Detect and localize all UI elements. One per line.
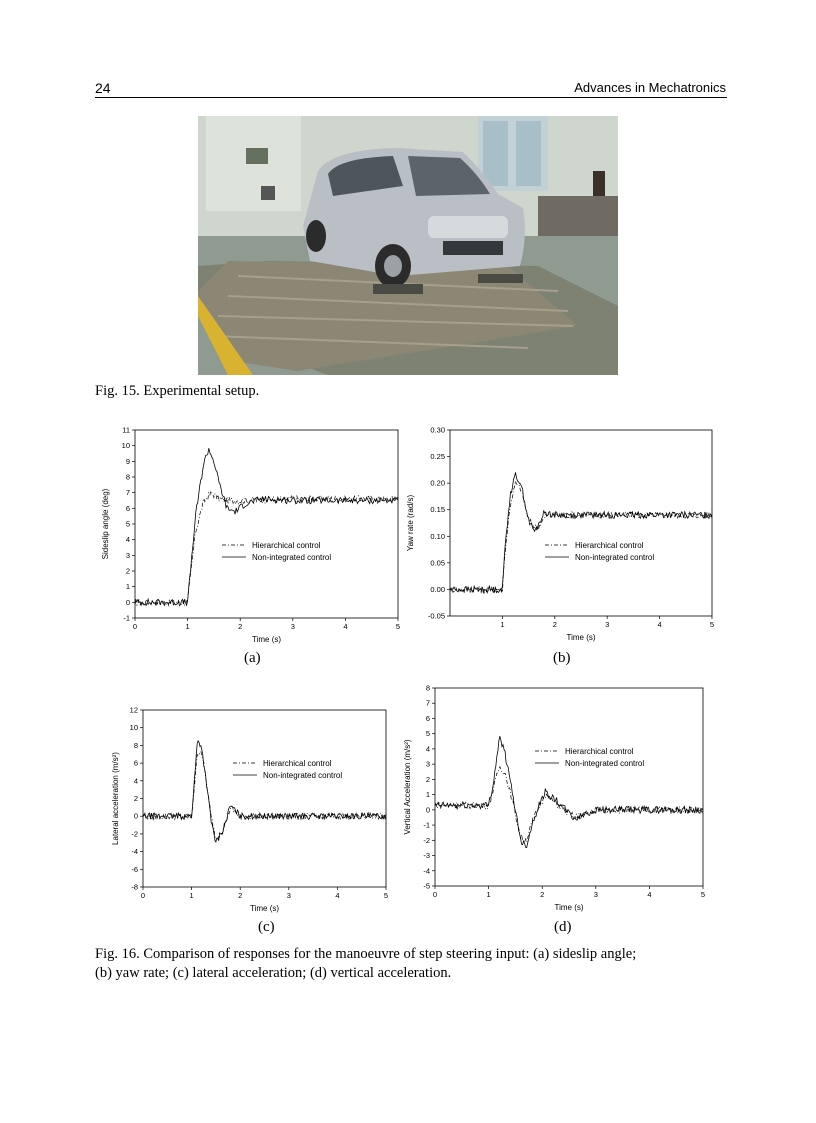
page-number: 24 (95, 80, 111, 96)
y-tick-label: 0.10 (430, 531, 445, 541)
y-tick-label: 0.25 (430, 452, 445, 462)
y-tick-label: 10 (121, 441, 130, 451)
x-tick-label: 2 (238, 891, 243, 900)
y-tick-label: 0.05 (430, 558, 445, 568)
x-axis-label: Time (s) (566, 633, 596, 642)
x-tick-label: 5 (383, 891, 389, 900)
x-tick-label: 3 (290, 622, 295, 631)
x-tick-label: 0 (132, 622, 138, 631)
y-axis-label: Yaw rate (rad/s) (406, 494, 415, 552)
y-tick-label: 6 (133, 758, 138, 768)
series-line-non-integrated (143, 741, 386, 842)
x-tick-label: 3 (593, 890, 598, 899)
plot-frame (143, 710, 386, 887)
y-tick-label: 5 (425, 729, 430, 739)
x-tick-label: 1 (185, 622, 190, 631)
y-tick-label: 2 (133, 794, 138, 803)
legend-label: Non-integrated control (565, 759, 645, 768)
legend-label: Hierarchical control (575, 541, 644, 550)
x-axis-label: Time (s) (554, 903, 584, 912)
x-tick-label: 2 (540, 890, 545, 899)
y-tick-label: 7 (425, 698, 430, 708)
y-axis-label: Vertical Acceleration (m/s²) (403, 739, 412, 835)
y-tick-label: 0.00 (430, 584, 445, 594)
page-header (95, 80, 726, 98)
plot-frame (435, 688, 703, 886)
sublabel-c: (c) (258, 919, 275, 935)
experimental-setup-photo (198, 116, 618, 375)
x-tick-label: 4 (343, 622, 348, 631)
legend (545, 541, 654, 562)
legend (233, 759, 342, 780)
y-tick-label: -2 (423, 835, 430, 845)
y-tick-label: 8 (125, 472, 130, 482)
series-line-hierarchical (435, 767, 703, 843)
sublabel-b: (b) (553, 650, 571, 666)
y-tick-label: 0 (425, 805, 430, 815)
y-tick-label: 8 (133, 740, 138, 750)
header-rule (95, 97, 727, 98)
chart-panel-a (100, 420, 410, 650)
y-tick-label: -0.05 (427, 611, 445, 621)
plot-frame (450, 430, 712, 616)
y-tick-label: 0.20 (430, 478, 445, 488)
y-tick-label: -6 (131, 864, 138, 874)
x-tick-label: 2 (552, 620, 557, 629)
y-tick-label: 4 (125, 535, 130, 545)
y-tick-label: -5 (423, 881, 430, 891)
y-tick-label: -4 (131, 847, 138, 857)
y-tick-label: 0.30 (430, 425, 445, 435)
y-tick-label: 1 (425, 790, 430, 800)
y-tick-label: 1 (125, 582, 130, 592)
x-tick-label: 3 (605, 620, 610, 629)
x-tick-label: 0 (140, 891, 146, 900)
y-tick-label: 7 (125, 488, 130, 498)
chart-panel-c (110, 700, 400, 920)
x-tick-label: 4 (647, 890, 652, 899)
legend-label: Non-integrated control (263, 771, 343, 780)
sideslip-angle-chart (100, 420, 410, 650)
y-tick-label: 9 (125, 456, 130, 466)
legend-label: Hierarchical control (263, 759, 332, 768)
y-tick-label: 0 (133, 811, 138, 821)
x-tick-label: 5 (700, 890, 706, 899)
legend-label: Non-integrated control (252, 553, 332, 562)
figure16-caption-line1: Fig. 16. Comparison of responses for the manoeuvre of step steering input: (a) sideslip angle; (95, 946, 637, 962)
legend-label: Hierarchical control (565, 747, 634, 756)
series-line-non-integrated (450, 472, 712, 592)
figure16-caption (95, 945, 735, 983)
y-tick-label: 11 (122, 425, 130, 435)
x-tick-label: 2 (238, 622, 243, 631)
y-axis-label: Sideslip angle (deg) (101, 488, 110, 560)
yaw-rate-chart (405, 420, 725, 650)
x-axis-label: Time (s) (251, 635, 282, 644)
y-tick-label: 3 (125, 550, 130, 560)
legend-label: Hierarchical control (252, 541, 321, 550)
y-tick-label: 6 (425, 713, 430, 723)
y-tick-label: -4 (423, 866, 430, 876)
x-tick-label: 1 (500, 620, 505, 629)
lateral-acceleration-chart (110, 700, 400, 920)
chart-panel-b (405, 420, 725, 650)
x-tick-label: 4 (335, 891, 340, 900)
y-tick-label: 0 (125, 597, 130, 607)
y-tick-label: 12 (129, 705, 138, 715)
y-tick-label: 2 (125, 566, 130, 576)
y-tick-label: -8 (131, 882, 138, 892)
x-tick-label: 5 (709, 620, 715, 629)
x-tick-label: 5 (395, 622, 401, 631)
book-title: Advances in Mechatronics (574, 80, 726, 95)
figure15-caption: Fig. 15. Experimental setup. (95, 383, 260, 399)
y-tick-label: -1 (423, 820, 430, 830)
legend (222, 541, 331, 562)
y-tick-label: 0.15 (430, 505, 445, 515)
x-tick-label: 1 (189, 891, 194, 900)
chart-panel-d (402, 678, 722, 920)
sublabel-d: (d) (554, 919, 572, 935)
y-tick-label: 4 (425, 744, 430, 754)
legend (535, 747, 644, 768)
series-line-non-integrated (135, 448, 398, 605)
legend-label: Non-integrated control (575, 553, 655, 562)
x-tick-label: 3 (286, 891, 291, 900)
y-tick-label: 5 (125, 519, 130, 529)
y-axis-label: Lateral acceleration (m/s²) (111, 752, 120, 845)
y-tick-label: 10 (129, 723, 138, 733)
y-tick-label: -3 (423, 851, 430, 861)
x-tick-label: 1 (486, 890, 491, 899)
y-tick-label: -2 (131, 829, 138, 839)
y-tick-label: 4 (133, 776, 138, 786)
x-tick-label: 0 (432, 890, 438, 899)
y-tick-label: 8 (425, 683, 430, 693)
y-tick-label: 2 (425, 774, 430, 784)
y-tick-label: 3 (425, 759, 430, 769)
sublabel-a: (a) (244, 650, 261, 666)
figure16-caption-line2: (b) yaw rate; (c) lateral acceleration; (d) vertical acceleration. (95, 965, 452, 981)
y-tick-label: -1 (123, 613, 130, 623)
y-tick-label: 6 (125, 503, 130, 513)
x-tick-label: 4 (657, 620, 662, 629)
vertical-acceleration-chart (402, 678, 722, 920)
x-axis-label: Time (s) (249, 904, 280, 913)
plot-frame (135, 430, 398, 618)
series-line-hierarchical (450, 481, 712, 593)
